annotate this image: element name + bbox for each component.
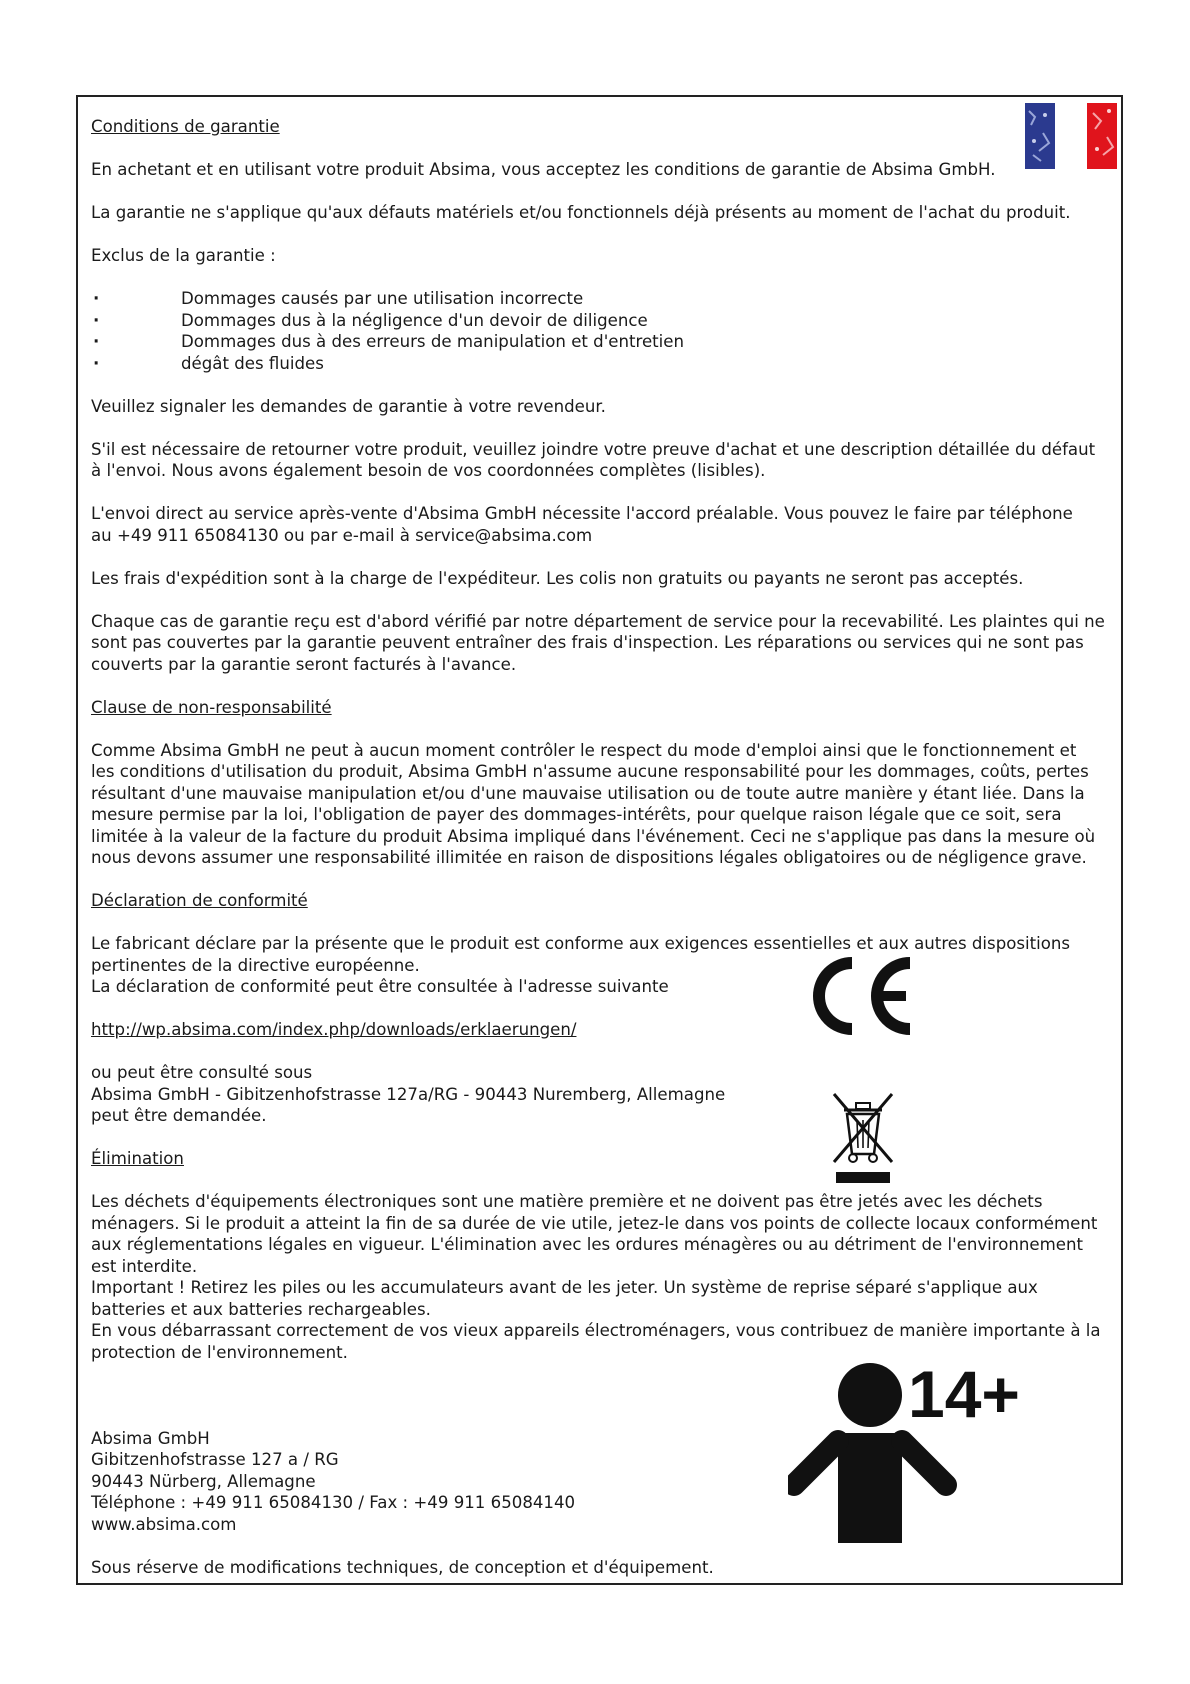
text-line: résultant d'une mauvaise manipulation et/ou d'une mauvaise utilisation ou de toute autre manière y étant liée. Dans la [91, 783, 1085, 803]
list-item: · Dommages dus à la négligence d'un devoir de diligence [91, 310, 1111, 332]
warranty-scope: La garantie ne s'applique qu'aux défauts matériels et/ou fonctionnels déjà présents au moment de l'achat du produit. [91, 203, 1071, 222]
disposal-heading: Élimination [91, 1149, 184, 1168]
text-line: sont pas couvertes par la garantie peuvent entraîner des frais d'inspection. Les réparations ou services qui ne sont pas [91, 633, 1084, 652]
list-item: · Dommages causés par une utilisation incorrecte [91, 288, 1111, 310]
company-street: Gibitzenhofstrasse 127 a / RG [91, 1450, 339, 1469]
warranty-check [91, 611, 1111, 676]
text-line: mesure permise par la loi, l'obligation de payer des dommages-intérêts, pour quelque raison légale que ce soit, sera [91, 805, 1062, 824]
weee-bin-icon [830, 1090, 896, 1190]
conformity-link[interactable]: http://wp.absima.com/index.php/downloads/erklaerungen/ [91, 1020, 577, 1039]
text-line: les conditions d'utilisation du produit, Absima GmbH n'assume aucune responsabilité pour les dommages, coûts, pertes [91, 762, 1089, 781]
conformity-heading: Déclaration de conformité [91, 891, 308, 910]
list-item: · Dommages dus à des erreurs de manipulation et d'entretien [91, 331, 1111, 353]
text-line: ou peut être consulté sous [91, 1063, 313, 1082]
warranty-return [91, 439, 1111, 482]
company-name: Absima GmbH [91, 1428, 210, 1448]
company-city: 90443 Nürberg, Allemagne [91, 1471, 316, 1491]
company-phone: Téléphone : +49 911 65084130 / Fax : +49 911 65084140 [91, 1493, 576, 1512]
text-line: Les déchets d'équipements électroniques sont une matière première et ne doivent pas être jetés avec les déchets [91, 1192, 1043, 1211]
text-line: peut être demandée. [91, 1106, 267, 1125]
exclusions-list [91, 288, 1111, 374]
text-line: Important ! Retirez les piles ou les accumulateurs avant de les jeter. Un système de reprise séparé s'applique aux [91, 1278, 1038, 1297]
disposal-text [91, 1191, 1111, 1363]
text-line: Comme Absima GmbH ne peut à aucun moment contrôler le respect du mode d'emploi ainsi que le fonctionnement et [91, 740, 1077, 760]
conformity-alt [91, 1062, 781, 1127]
age-warning-icon [788, 1363, 1068, 1547]
warranty-direct [91, 503, 1111, 546]
warranty-shipping: Les frais d'expédition sont à la charge de l'expéditeur. Les colis non gratuits ou payants ne seront pas acceptés. [91, 568, 1024, 588]
disclaimer-text [91, 740, 1111, 869]
footer-note: Sous réserve de modifications techniques, de conception et d'équipement. [91, 1557, 714, 1577]
text-line: Absima GmbH - Gibitzenhofstrasse 127a/RG - 90443 Nuremberg, Allemagne [91, 1084, 726, 1104]
conformity-text [91, 933, 1111, 998]
text-line: est interdite. [91, 1256, 198, 1276]
text-line: Chaque cas de garantie reçu est d'abord vérifié par notre département de service pour la recevabilité. Les plaintes qui ne [91, 611, 1105, 631]
text-line: protection de l'environnement. [91, 1342, 348, 1362]
text-line: L'envoi direct au service après-vente d'Absima GmbH nécessite l'accord préalable. Vous pouvez le faire par téléphone [91, 504, 1073, 523]
exclusions-label: Exclus de la garantie : [91, 246, 276, 265]
list-item: · dégât des fluides [91, 353, 1111, 375]
text-line: ménagers. Si le produit a atteint la fin de sa durée de vie utile, jetez-le dans vos points de collecte locaux conformément [91, 1213, 1098, 1233]
warranty-report: Veuillez signaler les demandes de garantie à votre revendeur. [91, 396, 606, 416]
text-line: En vous débarrassant correctement de vos vieux appareils électroménagers, vous contribuez de manière importante à la [91, 1321, 1101, 1340]
ce-mark-icon [810, 955, 920, 1041]
warranty-heading: Conditions de garantie [91, 117, 280, 136]
company-web: www.absima.com [91, 1514, 237, 1534]
text-line: au +49 911 65084130 ou par e-mail à service@absima.com [91, 525, 593, 545]
text-line: à l'envoi. Nous avons également besoin de vos coordonnées complètes (lisibles). [91, 461, 766, 480]
text-line: couverts par la garantie seront facturés à l'avance. [91, 654, 517, 674]
text-line: nous devons assumer une responsabilité illimitée en raison de dispositions légales obligatoires ou de négligence grave. [91, 848, 1087, 867]
age-badge-label: 14+ [908, 1363, 1020, 1431]
text-line: La déclaration de conformité peut être consultée à l'adresse suivante [91, 977, 669, 996]
disclaimer-heading: Clause de non-responsabilité [91, 697, 332, 717]
conformity-link-paragraph [91, 1019, 1111, 1041]
text-line: S'il est nécessaire de retourner votre produit, veuillez joindre votre preuve d'achat et une description détaillée du défaut [91, 439, 1096, 459]
text-line: aux réglementations légales en vigueur. L'élimination avec les ordures ménagères ou au détriment de l'environnement [91, 1235, 1084, 1254]
text-line: Le fabricant déclare par la présente que le produit est conforme aux exigences essentielles et aux autres dispositions [91, 934, 1071, 953]
text-line: pertinentes de la directive européenne. [91, 955, 420, 975]
text-line: limitée à la valeur de la facture du produit Absima impliqué dans l'événement. Ceci ne s'applique pas dans la mesure où [91, 826, 1096, 846]
warranty-intro: En achetant et en utilisant votre produit Absima, vous acceptez les conditions de garantie de Absima GmbH. [91, 160, 996, 179]
text-line: batteries et aux batteries rechargeables. [91, 1299, 431, 1319]
